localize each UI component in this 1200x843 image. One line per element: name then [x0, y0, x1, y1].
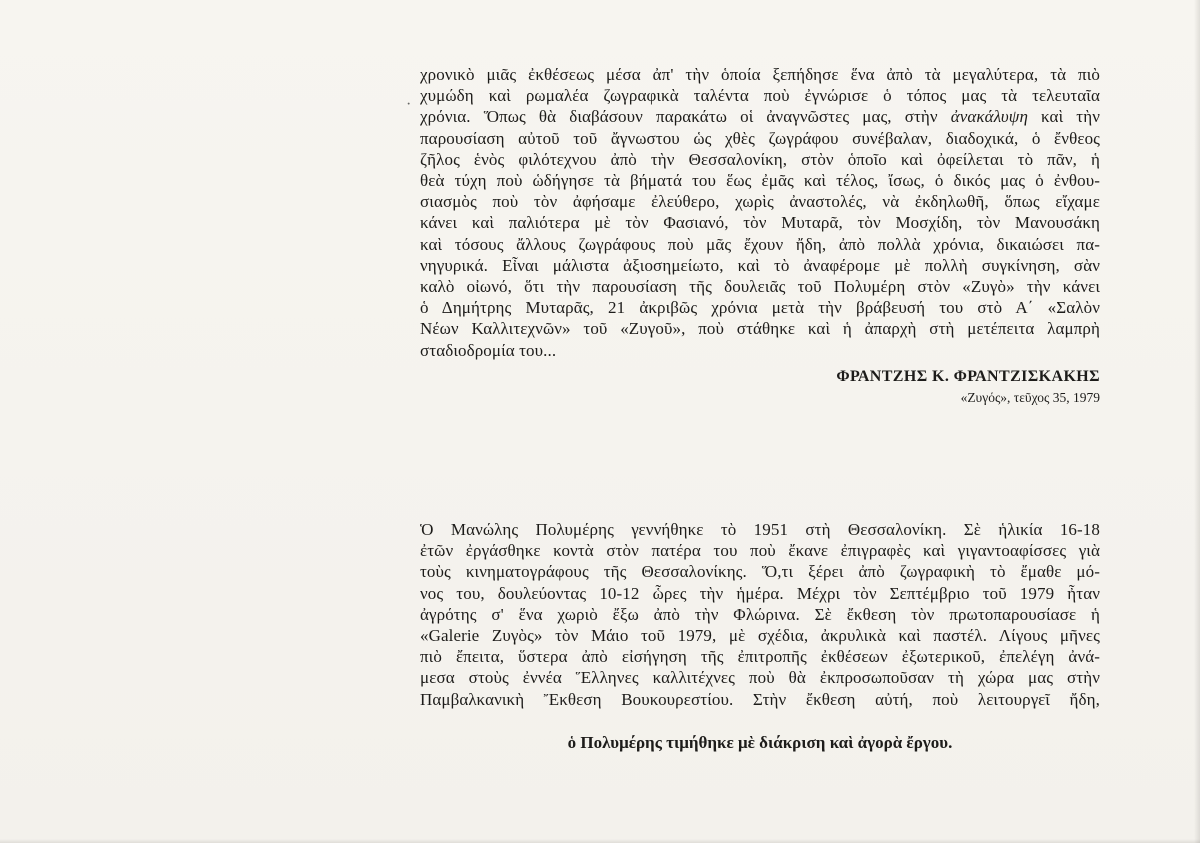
page-edge-shadow [0, 839, 1200, 843]
margin-mark: · [406, 96, 412, 113]
text-line: κάνει καὶ παλιότερα μὲ τὸν Φασιανό, τὸν Μυταρᾶ, τὸν Μοσχίδη, τὸν Μανουσάκη [420, 213, 1100, 233]
text-line: καὶ τόσους ἄλλους ζωγράφους ποὺ μᾶς ἔχουν ἤδη, ἀπὸ πολλὰ χρόνια, δικαιώσει πα- [420, 234, 1100, 254]
text-line: Νέων Καλλιτεχνῶν» τοῦ «Ζυγοῦ», ποὺ στάθηκε καὶ ἡ ἀπαρχὴ στὴ μετέπειτα λαμπρὴ [420, 319, 1100, 339]
author-name: ΦΡΑΝΤΖΗΣ Κ. ΦΡΑΝΤΖΙΣΚΑΚΗΣ [836, 368, 1100, 385]
text-line-with-italic [420, 106, 1100, 127]
text-line: πιὸ ἔπειτα, ὕστερα ἀπὸ εἰσήγηση τῆς ἐπιτροπῆς ἐκθέσεων ἐξωτερικοῦ, ἐπελέγη ἀνά- [420, 647, 1100, 667]
page-edge-shadow [1194, 0, 1200, 843]
text-line: σιασμὸς ποὺ τὸν ἀφήσαμε ἐλεύθερο, χωρὶς ἀναστολές, νὰ ἐκδηλωθῆ, ὅπως εἴχαμε [420, 192, 1100, 212]
text-line: χρονικὸ μιᾶς ἐκθέσεως μέσα ἀπ' τὴν ὁποία ξεπήδησε ἕνα ἀπὸ τὰ μεγαλύτερα, τὰ πιὸ [420, 65, 1100, 84]
text-line: ἀγρότης σ' ἕνα χωριὸ ἔξω ἀπὸ τὴν Φλώρινα. Σὲ ἔκθεση τὸν πρωτοπαρουσίασε ἡ [420, 604, 1100, 624]
text-line: Ὁ Μανώλης Πολυμέρης γεννήθηκε τὸ 1951 στὴ Θεσσαλονίκη. Σὲ ἡλικία 16-18 [420, 520, 1100, 539]
text-line: ἐτῶν ἐργάσθηκε κοντὰ στὸν πατέρα του ποὺ ἔκανε ἐπιγραφὲς καὶ γιγαντοαφίσσες γιὰ [420, 541, 1100, 561]
text-line: μεσα στοὺς ἐννέα Ἕλληνες καλλιτέχνες ποὺ θὰ ἐκπροσωποῦσαν τὴ χώρα μας στὴν [420, 668, 1100, 688]
source-citation: «Ζυγός», τεῦχος 35, 1979 [960, 390, 1100, 405]
italic-word: ἀνακάλυψη [950, 107, 1028, 127]
text-line: χυμώδη καὶ ρωμαλέα ζωγραφικὰ ταλέντα ποὺ ἐγνώρισε ὁ τόπος μας τὰ τελευταῖα [420, 86, 1100, 106]
text-line: νος του, δουλεύοντας 10-12 ὧρες τὴν ἡμέρα. Μέχρι τὸν Σεπτέμβριο τοῦ 1979 ἦταν [420, 583, 1100, 603]
text-line: παρουσίαση αὐτοῦ τοῦ ἄγνωστου ὡς χθὲς ζωγράφου συνέβαλαν, διαδοχικά, ὁ ἔνθεος [420, 128, 1100, 148]
text-line: ὁ Δημήτρης Μυταρᾶς, 21 ἀκριβῶς χρόνια μετὰ τὴν βράβευσή του στὸ Α΄ «Σαλὸν [420, 298, 1100, 318]
intro-paragraph [420, 64, 1100, 361]
text-line: νηγυρικά. Εἶναι μάλιστα ἀξιοσημείωτο, καὶ τὸ ἀναφέρομε μὲ πολλὴ συγκίνηση, σὰν [420, 255, 1100, 275]
text-line: «Galerie Ζυγὸς» τὸν Μάιο τοῦ 1979, μὲ σχέδια, ἀκρυλικὰ καὶ παστέλ. Λίγους μῆνες [420, 626, 1100, 646]
text-segment: χρόνια. Ὅπως θὰ διαβάσουν παρακάτω οἱ ἀναγνῶστες μας, στὴν [420, 107, 951, 127]
text-line: τοὺς κινηματογράφους τῆς Θεσσαλονίκης. Ὅ,τι ξέρει ἀπὸ ζωγραφικὴ τὸ ἔμαθε μό- [420, 562, 1100, 582]
closing-statement: ὁ Πολυμέρης τιμήθηκε μὲ διάκριση καὶ ἀγορὰ ἔργου. [567, 733, 953, 752]
text-line: Παμβαλκανικὴ Ἔκθεση Βουκουρεστίου. Στὴν ἔκθεση αὐτή, ποὺ λειτουργεῖ ἤδη, [420, 689, 1100, 709]
text-line: θεὰ τύχη ποὺ ὡδήγησε τὰ βήματά του ἕως ἐμᾶς καὶ τέλος, ἴσως, ὁ δικός μας ὁ ἐνθου- [420, 171, 1100, 191]
text-segment: καὶ τὴν [1027, 107, 1100, 127]
biography-paragraph [420, 519, 1100, 710]
text-line: καλὸ οἰωνό, ὅτι τὴν παρουσίαση τῆς δουλειᾶς τοῦ Πολυμέρη στὸν «Ζυγὸ» τὴν κάνει [420, 277, 1100, 297]
text-line: σταδιοδρομία του... [420, 340, 557, 360]
text-line: ζῆλος ἑνὸς φιλότεχνου ἀπὸ τὴν Θεσσαλονίκη, στὸν ὁποῖο καὶ ὀφείλεται τὸ πᾶν, ἡ [420, 149, 1100, 169]
